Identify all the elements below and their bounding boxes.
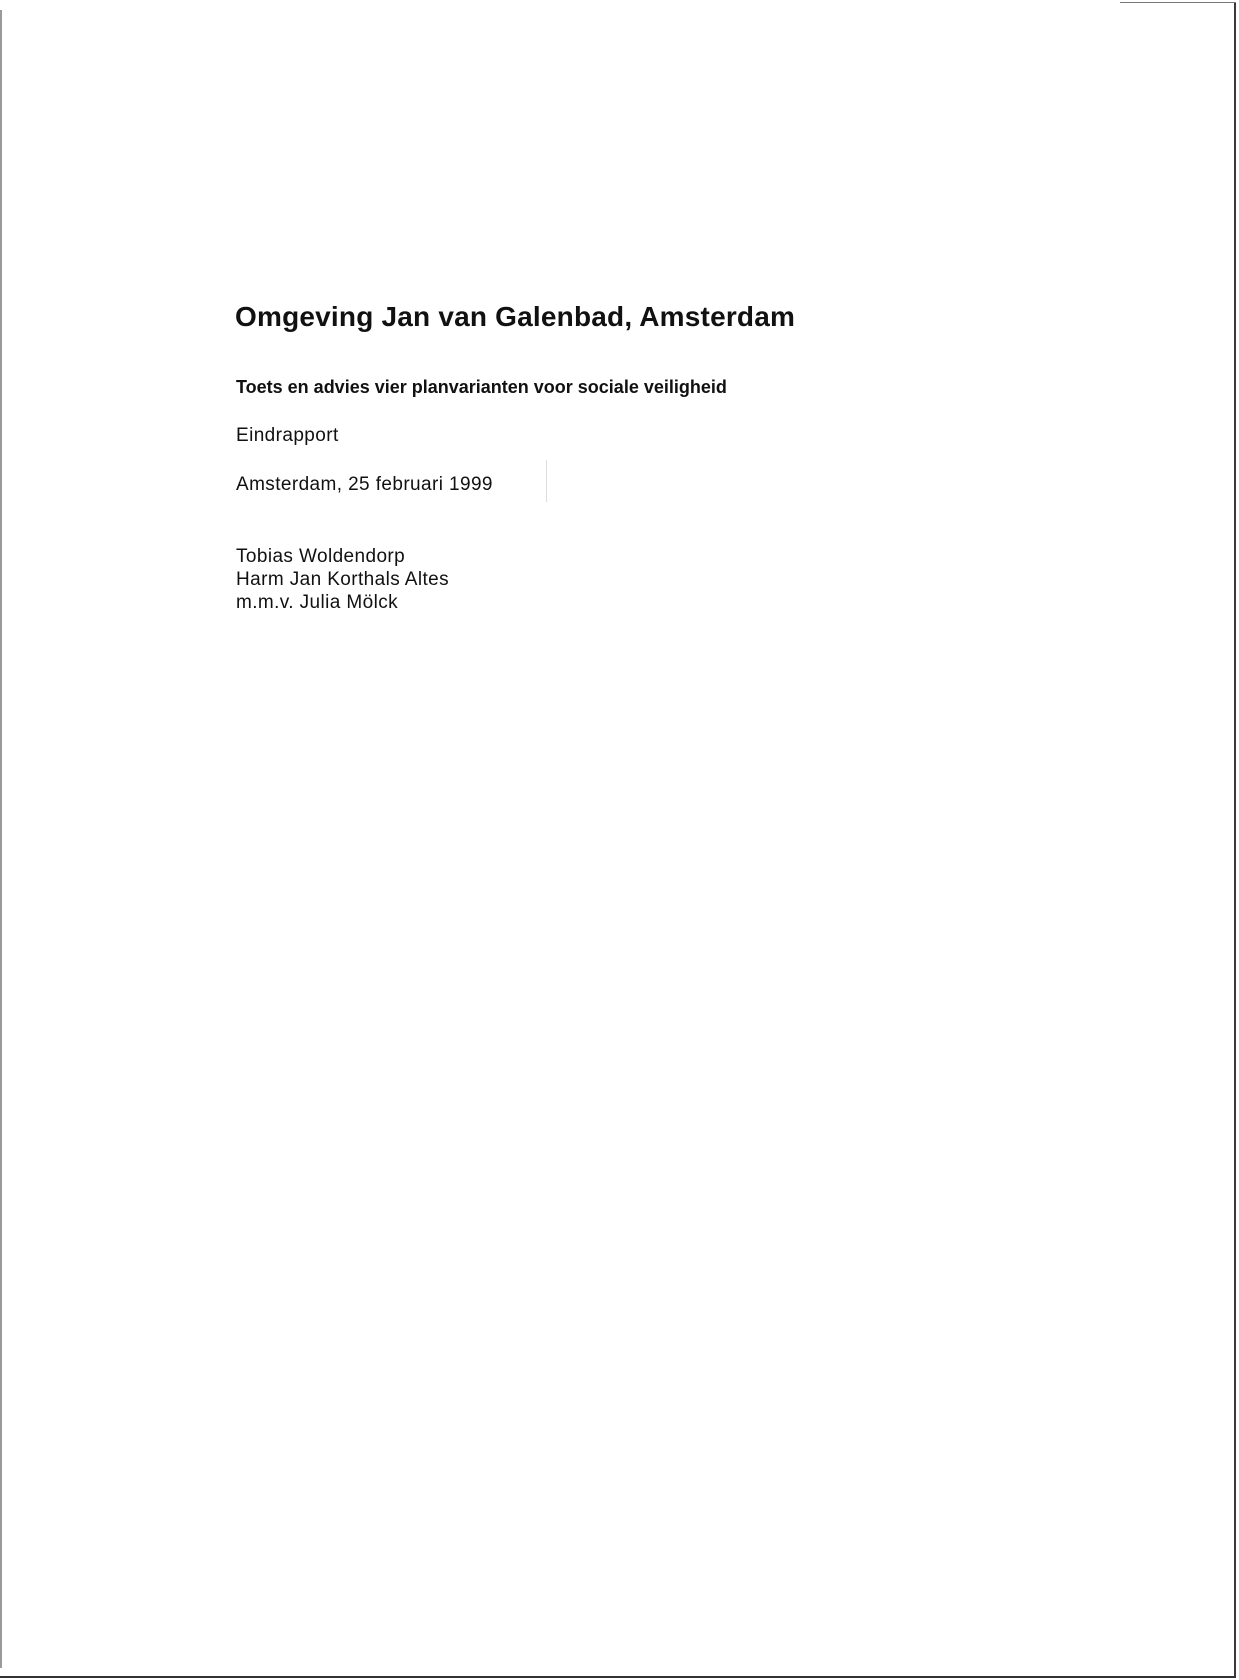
- document-title: Omgeving Jan van Galenbad, Amsterdam: [235, 301, 796, 332]
- author-name: Harm Jan Korthals Altes: [236, 569, 450, 590]
- report-type: Eindrapport: [236, 425, 339, 446]
- author-list: [236, 545, 449, 614]
- scan-artifact: [546, 460, 547, 502]
- author-name: Tobias Woldendorp: [236, 546, 406, 567]
- document-subtitle: Toets en advies vier planvarianten voor sociale veiligheid: [236, 377, 727, 397]
- scan-edge-right: [1234, 2, 1236, 1678]
- place-date: Amsterdam, 25 februari 1999: [236, 474, 493, 495]
- scan-edge-left: [0, 10, 2, 1668]
- author-name: m.m.v. Julia Mölck: [236, 592, 399, 613]
- scan-edge-bottom: [0, 1676, 1236, 1678]
- scan-edge-top: [1120, 2, 1236, 3]
